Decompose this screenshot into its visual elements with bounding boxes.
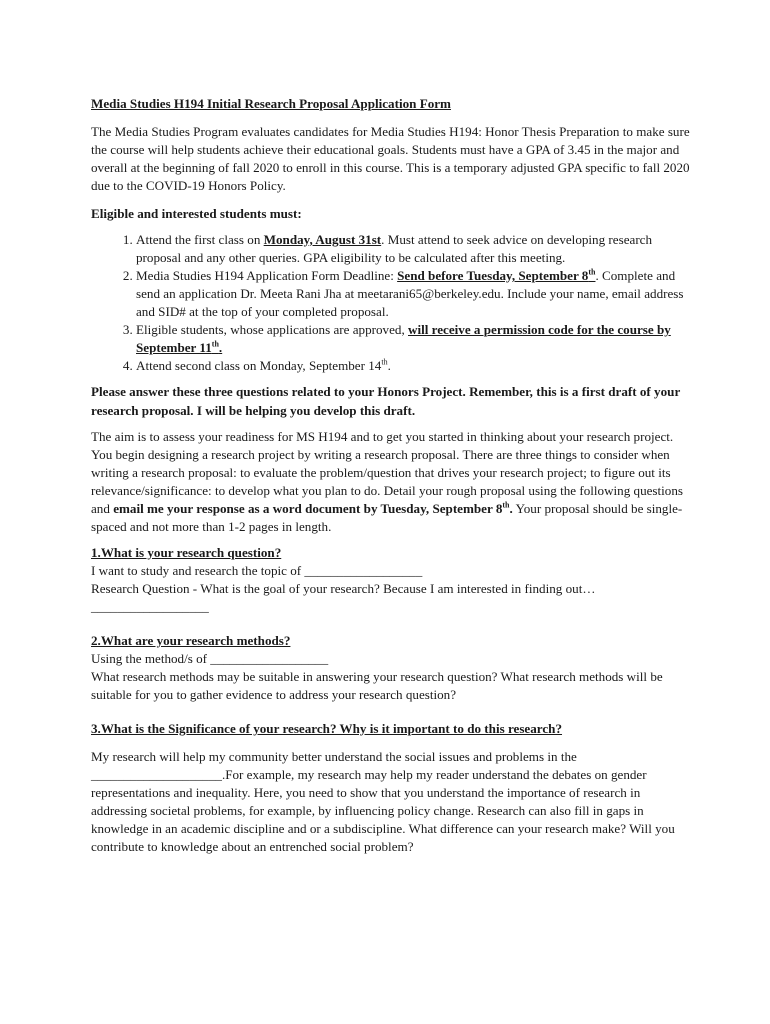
step-punctuation: .	[218, 340, 223, 355]
question-1-topic-line: I want to study and research the topic of __________________	[91, 563, 423, 578]
aim-text: Your proposal should be single-spaced and not more than 1-2 pages in length.	[91, 501, 683, 534]
step-text: . Must attend to seek advice on developing research proposal and any other queries. GPA eligibility to be calculated after this meeting.	[136, 232, 653, 265]
question-3-heading: 3.What is the Significance of your research? Why is it important to do this research?	[91, 721, 563, 736]
question-2-heading: 2.What are your research methods?	[91, 633, 291, 648]
document-body	[91, 95, 691, 856]
eligibility-steps	[91, 231, 691, 375]
ordinal-suffix: th	[211, 339, 219, 349]
intro-paragraph: The Media Studies Program evaluates candidates for Media Studies H194: Honor Thesis Preparation to make sure the course will help students achieve their educational goals. Students must have a GPA of 3.45 in the major and overall at the beginning of fall 2020 to enroll in this course. This is a temporary adjusted GPA specific to fall 2020 due to the COVID-19 Honors Policy.	[91, 124, 690, 193]
question-1-prompt: Research Question - What is the goal of your research? Because I am interested in finding out…__________________	[91, 581, 596, 614]
step-date-emphasis: Monday, August 31st	[263, 232, 382, 247]
step-text: Media Studies H194 Application Form Deadline:	[136, 268, 398, 283]
aim-paragraph	[91, 428, 691, 536]
step-permission-text: will receive a permission code for the course by September 11	[136, 322, 671, 355]
step-item	[136, 231, 691, 267]
step-item	[136, 357, 691, 375]
step-text: .	[387, 358, 391, 373]
step-text: . Complete and send an application Dr. Meeta Rani Jha at meetarani65@berkeley.edu. Include your name, email address and SID# at the top of your completed proposal.	[136, 268, 684, 319]
instructions-paragraph: Please answer these three questions related to your Honors Project. Remember, this is a first draft of your research proposal. I will be helping you develop this draft.	[91, 384, 681, 418]
eligibility-heading: Eligible and interested students must:	[91, 206, 302, 221]
step-text: Eligible students, whose applications are approved,	[136, 322, 408, 337]
step-text: Attend second class on Monday, September 14	[136, 358, 382, 373]
question-3-prompt: My research will help my community better understand the social issues and problems in the ____________________.For example, my research may help my reader understand the debates on gender representations and inequality. Here, you need to show that you understand the importance of research in addressing societal problems, for example, by influencing policy change. Research can also fill in gaps in knowledge in an academic discipline and or a subdiscipline. What difference can your research make? Will you contribute to knowledge about an entrenched social problem?	[91, 749, 675, 854]
question-3-section	[91, 720, 691, 856]
aim-emphasis	[113, 501, 513, 516]
aim-emphasis-text: email me your response as a word document by Tuesday, September 8	[113, 501, 503, 516]
question-1-heading: 1.What is your research question?	[91, 545, 282, 560]
question-1-section	[91, 544, 691, 616]
step-item	[136, 321, 691, 357]
question-2-prompt: What research methods may be suitable in answering your research question? What research methods will be suitable for you to gather evidence to address your research question?	[91, 669, 663, 702]
step-text: Attend the first class on	[136, 232, 264, 247]
question-2-section	[91, 632, 691, 704]
step-deadline-text: Send before Tuesday, September 8	[397, 268, 589, 283]
ordinal-suffix: th	[381, 357, 388, 367]
step-item	[136, 267, 691, 321]
ordinal-suffix: th	[588, 267, 596, 277]
aim-text: The aim is to assess your readiness for MS H194 and to get you started in thinking about your research project. You begin designing a research project by writing a research proposal. There are three things to consider when writing a research proposal: to evaluate the problem/question that drives your research project; to figure out its relevance/significance: to develop what you plan to do. Detail your rough proposal using the following questions and	[91, 429, 683, 516]
aim-emphasis-punctuation: .	[509, 501, 513, 516]
question-2-method-line: Using the method/s of __________________	[91, 651, 329, 666]
form-title: Media Studies H194 Initial Research Proposal Application Form	[91, 96, 451, 111]
ordinal-suffix: th	[502, 500, 510, 510]
step-deadline-emphasis	[397, 268, 595, 283]
